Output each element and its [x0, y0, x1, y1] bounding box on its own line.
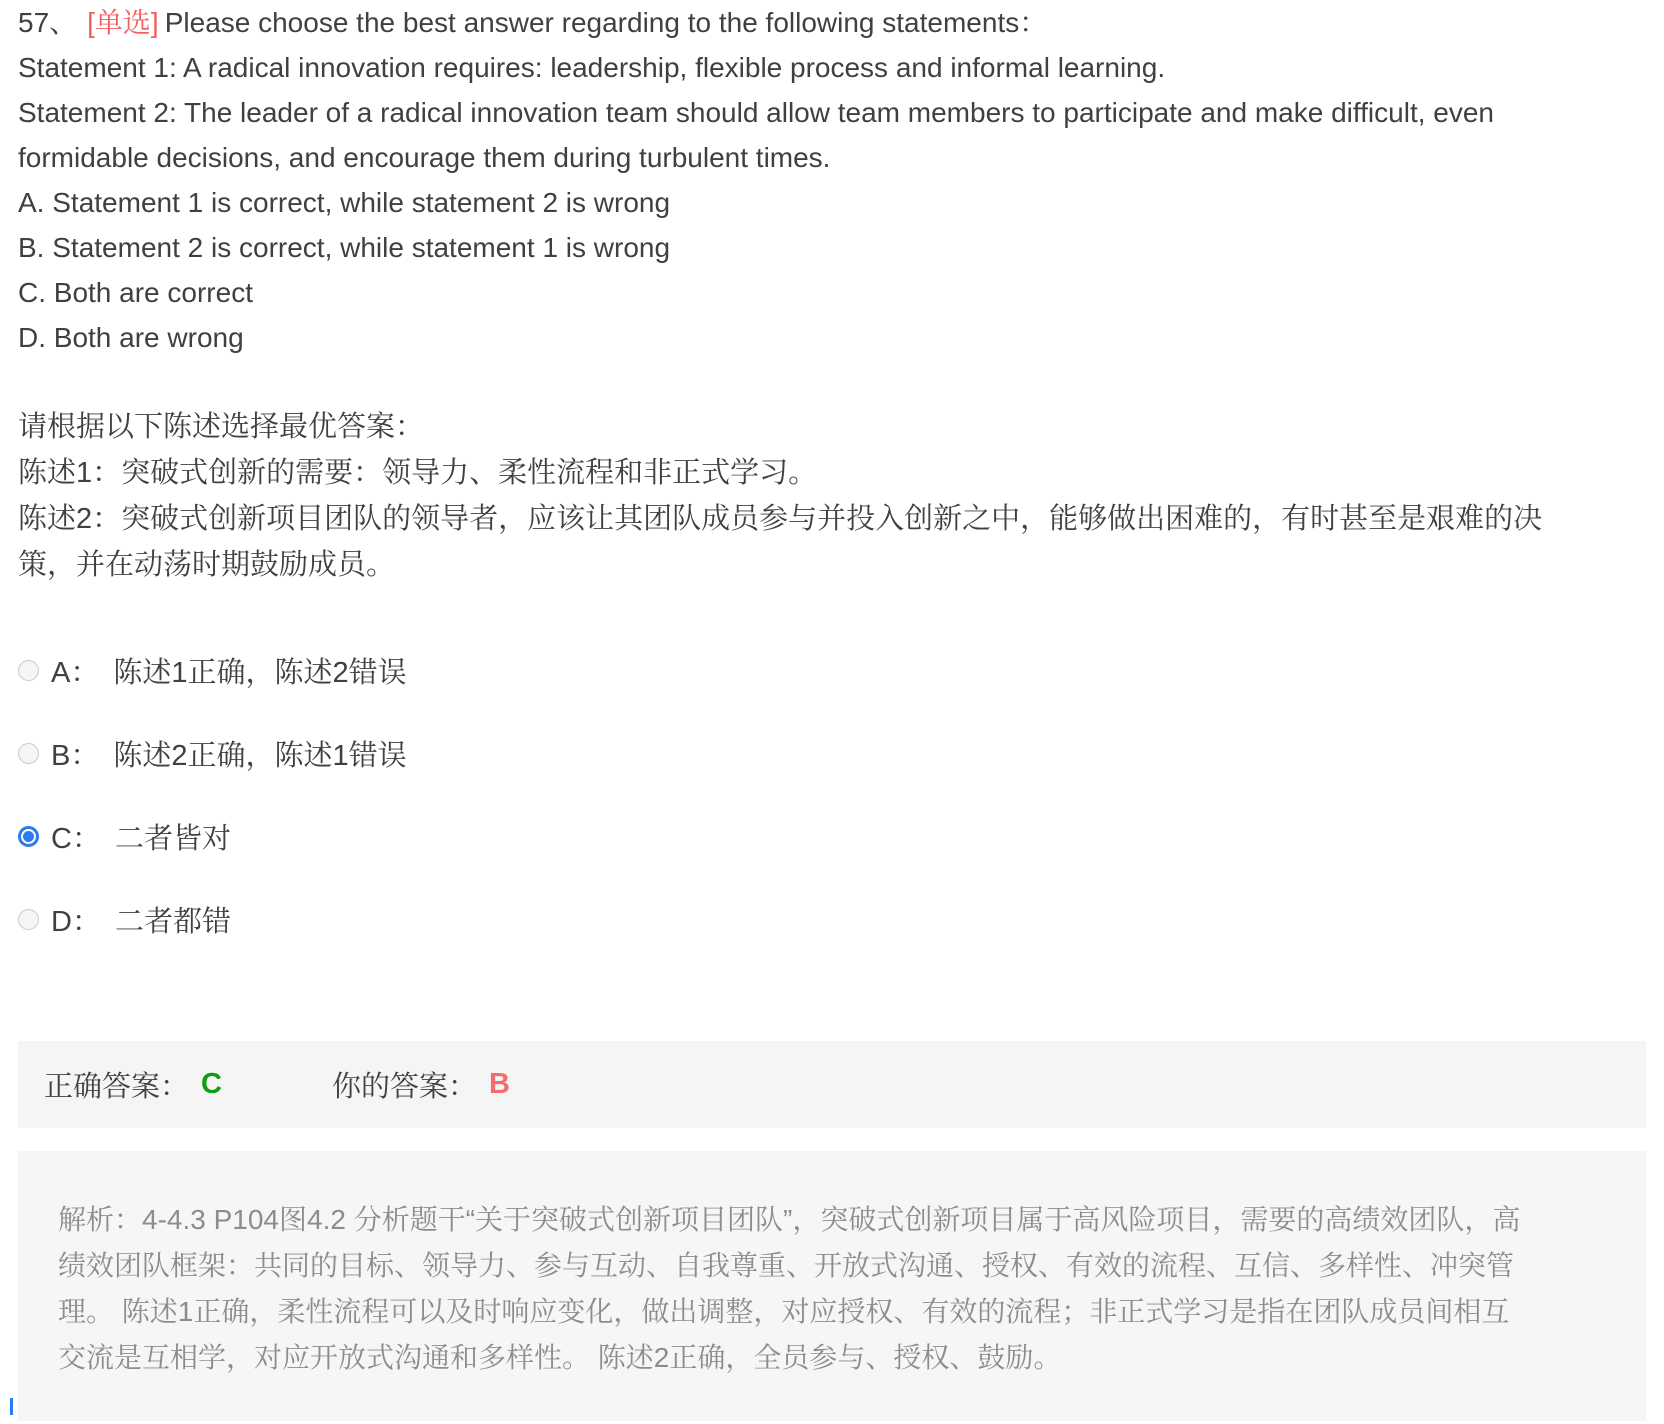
options-list: [18, 648, 1646, 942]
option-a-letter: A：: [51, 657, 100, 689]
option-c-letter: C：: [51, 823, 101, 855]
explanation-text: 解析：4-4.3 P104图4.2 分析题干“关于突破式创新项目团队”，突破式创新项目属于高风险项目，需要的高绩效团队，高绩效团队框架：共同的目标、领导力、参与互动、自我尊重、开放式沟通、授权、有效的流程、互信、多样性、冲突管理。 陈述1正确，柔性流程可以及时响应变化，做出调整，对应授权、有效的流程；非正式学习是指在团队成员间相互交流是互相学，对应开放式沟通和多样性。 陈述2正确，全员参与、授权、鼓励。: [58, 1204, 1521, 1373]
option-b-text: 陈述2正确，陈述1错误: [113, 740, 407, 772]
option-c-text: 二者皆对: [114, 823, 231, 855]
option-a-text: 陈述1正确，陈述2错误: [113, 657, 407, 689]
choice-b-en: B. Statement 2 is correct, while statement 1 is wrong: [18, 232, 671, 263]
option-d-text: 二者都错: [114, 906, 231, 938]
question-title: Please choose the best answer regarding to the following statements：: [164, 7, 1048, 38]
option-a[interactable]: [18, 648, 1646, 693]
answer-bar: [18, 1041, 1646, 1128]
statement-2-zh: 陈述2：突破式创新项目团队的领导者，应该让其团队成员参与并投入创新之中，能够做出困难的，有时甚至是艰难的决策，并在动荡时期鼓励成员。: [18, 503, 1543, 581]
choice-d-en: D. Both are wrong: [18, 322, 244, 353]
choice-c-en: C. Both are correct: [18, 277, 253, 308]
choice-a-en: A. Statement 1 is correct, while statement 2 is wrong: [18, 187, 671, 218]
option-b[interactable]: [18, 731, 1646, 776]
question-number: 57、: [18, 7, 78, 38]
blue-caret-mark: [10, 1398, 13, 1415]
statement-1-en: Statement 1: A radical innovation requires: leadership, flexible process and informal learning.: [18, 52, 1166, 83]
radio-option-a[interactable]: [18, 660, 39, 681]
question-block: [18, 0, 1646, 360]
your-answer-value: B: [488, 1068, 510, 1100]
correct-answer-value: C: [201, 1068, 222, 1100]
explanation-panel: [18, 1151, 1646, 1421]
question-block-zh: [18, 404, 1646, 588]
option-d[interactable]: [18, 897, 1646, 942]
option-c[interactable]: [18, 814, 1646, 859]
option-b-letter: B：: [51, 740, 100, 772]
statement-2-en: Statement 2: The leader of a radical innovation team should allow team members to participate and make difficult, even formidable decisions, and encourage them during turbulent times.: [18, 97, 1495, 173]
radio-option-d[interactable]: [18, 909, 39, 930]
question-header: [18, 0, 1536, 45]
option-d-letter: D：: [51, 906, 101, 938]
radio-option-b[interactable]: [18, 743, 39, 764]
prompt-zh: 请根据以下陈述选择最优答案：: [18, 411, 425, 443]
question-type-tag: [单选]: [87, 7, 159, 38]
your-answer-label: 你的答案：: [331, 1071, 477, 1103]
statement-1-zh: 陈述1：突破式创新的需要：领导力、柔性流程和非正式学习。: [18, 457, 818, 489]
correct-answer-label: 正确答案：: [44, 1071, 190, 1103]
radio-option-c[interactable]: [18, 826, 39, 847]
